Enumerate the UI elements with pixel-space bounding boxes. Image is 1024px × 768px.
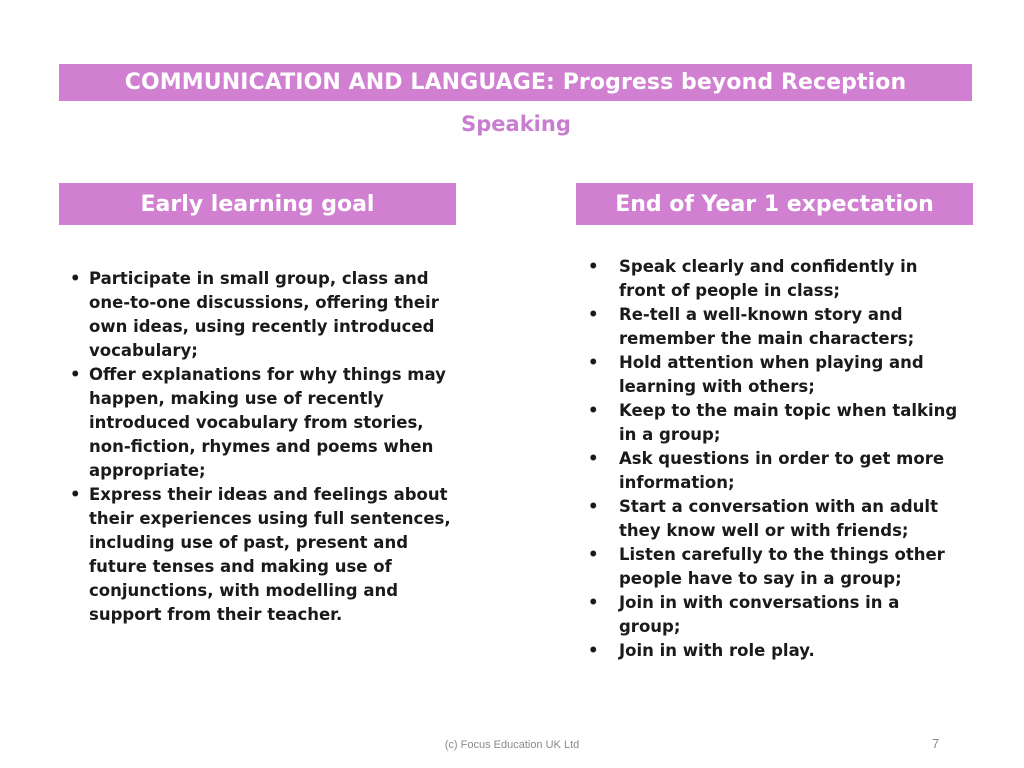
list-item [585, 495, 965, 543]
list-item [70, 363, 455, 483]
left-column-heading: Early learning goal [59, 183, 456, 225]
list-item-text: Participate in small group, class and one-to-one discussions, offering their own ideas, using recently introduced vocabulary; [89, 269, 439, 360]
bullet-icon: • [588, 353, 599, 372]
list-item [585, 255, 965, 303]
list-item-text: Hold attention when playing and learning with others; [619, 353, 924, 396]
list-item-text: Offer explanations for why things may happen, making use of recently introduced vocabulary from stories, non-fiction, rhymes and poems when appropriate; [89, 365, 446, 480]
list-item-text: Ask questions in order to get more information; [619, 449, 945, 492]
bullet-icon: • [588, 449, 599, 468]
title-sub: Progress beyond Reception [562, 70, 907, 95]
year1-expectation-list [585, 255, 965, 663]
bullet-icon: • [588, 305, 599, 324]
list-item [585, 303, 965, 351]
list-item [585, 543, 965, 591]
title-main: COMMUNICATION AND LANGUAGE: [124, 70, 555, 95]
footer-copyright: (c) Focus Education UK Ltd [444, 739, 580, 751]
early-learning-goal-list [70, 267, 455, 627]
bullet-icon: • [588, 545, 599, 564]
right-column-heading: End of Year 1 expectation [576, 183, 973, 225]
list-item-text: Speak clearly and confidently in front of people in class; [619, 257, 918, 300]
list-item [585, 591, 965, 639]
title-banner [59, 64, 972, 101]
bullet-icon: • [70, 485, 81, 504]
bullet-icon: • [588, 257, 599, 276]
list-item-text: Keep to the main topic when talking in a group; [619, 401, 958, 444]
bullet-icon: • [70, 365, 81, 384]
bullet-icon: • [70, 269, 81, 288]
list-item-text: Re-tell a well-known story and remember the main characters; [619, 305, 915, 348]
list-item [585, 447, 965, 495]
list-item-text: Express their ideas and feelings about their experiences using full sentences, including use of past, present and future tenses and making use of conjunctions, with modelling and support from their teacher. [89, 485, 451, 624]
list-item [585, 399, 965, 447]
list-item [585, 639, 965, 663]
bullet-icon: • [588, 641, 599, 660]
list-item [585, 351, 965, 399]
bullet-icon: • [588, 593, 599, 612]
list-item [70, 483, 455, 627]
bullet-icon: • [588, 401, 599, 420]
list-item-text: Join in with role play. [619, 641, 815, 660]
list-item-text: Join in with conversations in a group; [619, 593, 900, 636]
page-subtitle: Speaking [461, 112, 571, 136]
page-number: 7 [932, 736, 940, 751]
list-item [70, 267, 455, 363]
bullet-icon: • [588, 497, 599, 516]
list-item-text: Listen carefully to the things other people have to say in a group; [619, 545, 945, 588]
list-item-text: Start a conversation with an adult they know well or with friends; [619, 497, 938, 540]
